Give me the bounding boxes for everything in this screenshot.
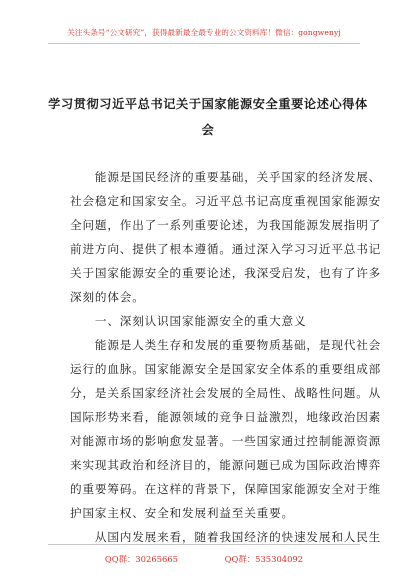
footer-divider: [48, 544, 360, 545]
footer-qq-group-1: QQ群：30265665: [104, 554, 178, 564]
body-line: 社会稳定和国家安全。习近平总书记高度重视国家能源安: [70, 194, 382, 208]
body-line: 从国内发展来看，随着我国经济的快速发展和人民生: [70, 530, 382, 544]
body-line: 关于国家能源安全的重要论述，我深受启发，也有了许多: [70, 266, 382, 280]
body-line: 前进方向、提供了根本遵循。通过深入学习习近平总书记: [70, 242, 382, 256]
document-title-line-1: 学习贯彻习近平总书记关于国家能源安全重要论述心得体: [48, 97, 368, 111]
body-line: 能源是国民经济的重要基础，关乎国家的经济发展、: [70, 170, 382, 184]
header-divider: [48, 43, 360, 44]
body-line: 全问题，作出了一系列重要论述，为我国能源发展指明了: [70, 218, 382, 232]
body-line: 分，是关系国家经济社会发展的全局性、战略性问题。从: [70, 386, 382, 400]
body-line: 的重要筹码。在这样的背景下，保障国家能源安全对于维: [70, 482, 382, 496]
header-banner: 关注头条号“公文研究”，获得最新最全最专业的公文资料库！微信：gongwenyj: [67, 28, 341, 37]
body-line: 对能源市场的影响愈发显著。一些国家通过控制能源资源: [70, 434, 382, 448]
body-line: 国际形势来看，能源领域的竞争日益激烈，地缘政治因素: [70, 410, 382, 424]
section-heading: 一、深刻认识国家能源安全的重大意义: [70, 314, 307, 328]
body-line: 来实现其政治和经济目的，能源问题已成为国际政治博弈: [70, 458, 382, 472]
body-line: 运行的血脉。国家能源安全是国家安全体系的重要组成部: [70, 362, 382, 376]
document-title-line-2: 会: [201, 123, 215, 137]
footer: [0, 553, 408, 565]
body-line: 护国家主权、安全和发展利益至关重要。: [70, 506, 294, 520]
footer-qq-group-2: QQ群：535304092: [224, 554, 304, 564]
body-line: 能源是人类生存和发展的重要物质基础，是现代社会: [70, 338, 382, 352]
body-line: 深刻的体会。: [70, 290, 145, 304]
